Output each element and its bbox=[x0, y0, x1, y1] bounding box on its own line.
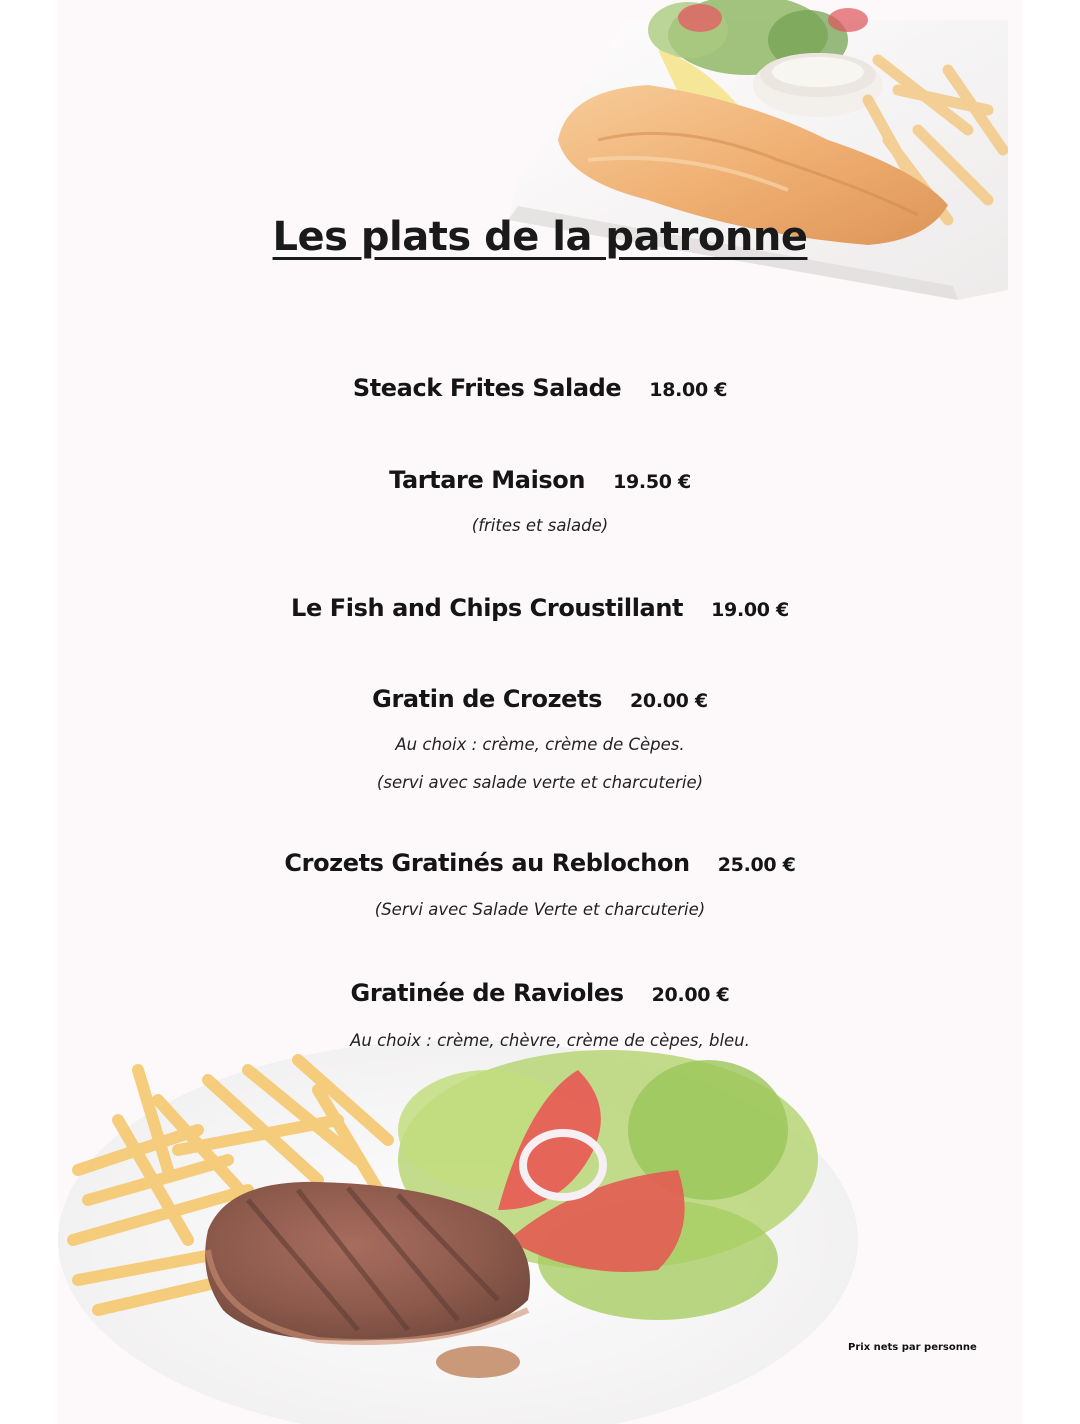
item-price: 20.00 € bbox=[629, 690, 708, 712]
item-price: 25.00 € bbox=[717, 854, 796, 876]
menu-item-gratinee-de-ravioles bbox=[58, 979, 1022, 1007]
menu-item-fish-and-chips bbox=[58, 594, 1022, 622]
item-note: Au choix : crème, crème de Cèpes. bbox=[395, 735, 685, 754]
item-name: Steack Frites Salade bbox=[352, 374, 622, 402]
menu-page bbox=[58, 0, 1022, 1424]
fish-and-chips-photo bbox=[448, 0, 1008, 310]
menu-item-tartare-maison bbox=[58, 466, 1022, 494]
item-note: (Servi avec Salade Verte et charcuterie) bbox=[374, 900, 706, 919]
item-name: Gratin de Crozets bbox=[372, 685, 602, 713]
price-footnote: Prix nets par personne bbox=[848, 1342, 977, 1353]
item-price: 19.50 € bbox=[613, 471, 691, 493]
item-note: (frites et salade) bbox=[471, 516, 609, 535]
item-name: Gratinée de Ravioles bbox=[350, 979, 624, 1007]
steak-frites-salad-photo bbox=[58, 1010, 858, 1424]
item-price: 19.00 € bbox=[711, 599, 789, 621]
menu-item-crozets-gratines-reblochon bbox=[58, 849, 1022, 877]
menu-title: Les plats de la patronne bbox=[272, 214, 808, 260]
item-price: 20.00 € bbox=[651, 984, 730, 1006]
item-name: Le Fish and Chips Croustillant bbox=[291, 594, 684, 622]
menu-item-gratin-de-crozets bbox=[58, 685, 1022, 713]
item-price: 18.00 € bbox=[649, 379, 728, 401]
menu-item-steack-frites bbox=[58, 374, 1022, 402]
item-note: Au choix : crème, chèvre, crème de cèpes, bleu. bbox=[350, 1031, 750, 1050]
item-name: Crozets Gratinés au Reblochon bbox=[284, 849, 690, 877]
item-note: (servi avec salade verte et charcuterie) bbox=[376, 773, 704, 792]
item-name: Tartare Maison bbox=[389, 466, 586, 494]
